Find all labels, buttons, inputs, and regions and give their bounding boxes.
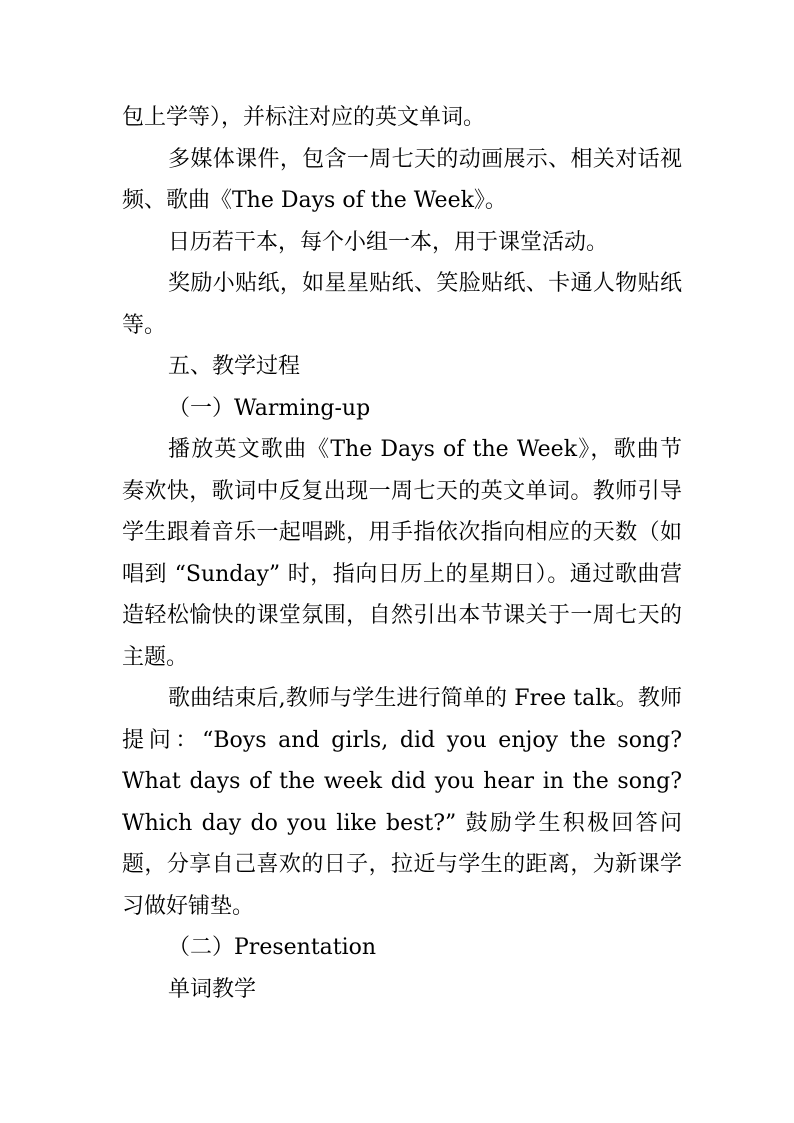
document-body bbox=[122, 97, 682, 1010]
subsection-heading-warming-up: （一）Warming-up bbox=[168, 395, 371, 421]
paragraph-song: 播放英文歌曲《The Days of the Week》，歌曲节奏欢快，歌词中反复出现一周七天的英文单词。教师引导学生跟着音乐一起唱跳，用手指依次指向相应的天数（如唱到 “Sunday” 时，指向日历上的星期日）。通过歌曲营造轻松愉快的课堂氛围，自然引出本节课关于一周七天的主题。 bbox=[122, 437, 682, 670]
paragraph-calendars: 日历若干本，每个小组一本，用于课堂活动。 bbox=[168, 229, 609, 255]
subsection-heading-presentation: （二）Presentation bbox=[168, 935, 377, 960]
paragraph-reward-stickers: 奖励小贴纸，如星星贴纸、笑脸贴纸、卡通人物贴纸等。 bbox=[122, 271, 682, 338]
paragraph-free-talk: 歌曲结束后,教师与学生进行简单的 Free talk。教师提问：“Boys and girls, did you enjoy the song? What days of the week did you hear in the song? Which day do you like best?” 鼓励学生积极回答问题，分享自己喜欢的日子，拉近与学生的距离，为新课学习做好铺垫。 bbox=[122, 686, 682, 919]
section-heading-teaching-process: 五、教学过程 bbox=[168, 354, 301, 379]
paragraph-materials-continued: 包上学等），并标注对应的英文单词。 bbox=[122, 105, 486, 130]
paragraph-multimedia-courseware: 多媒体课件，包含一周七天的动画展示、相关对话视频、歌曲《The Days of the Week》。 bbox=[122, 146, 682, 213]
subsection-heading-vocabulary: 单词教学 bbox=[168, 976, 257, 1002]
